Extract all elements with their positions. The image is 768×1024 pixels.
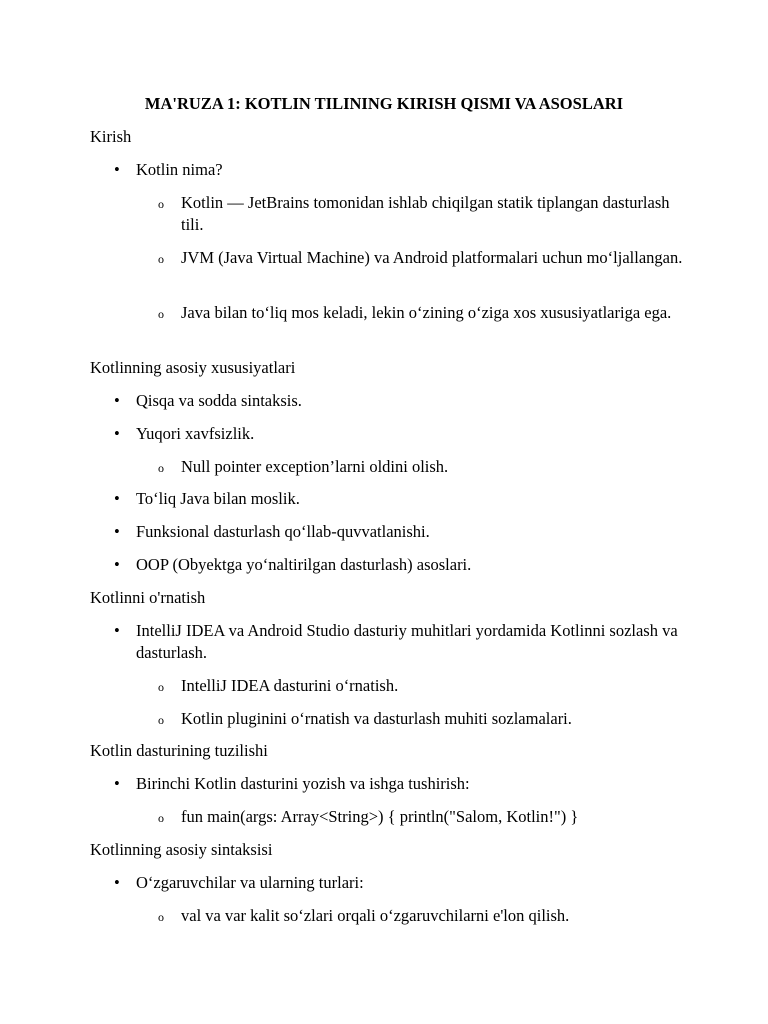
bullet-marker: •: [114, 555, 120, 574]
bullet-marker: •: [114, 774, 120, 793]
section-heading-sintaksisi: Kotlinning asosiy sintaksisi: [90, 840, 273, 859]
sub-bullet-marker: o: [158, 713, 164, 727]
sub-list-item: [158, 806, 691, 828]
sub-list-item-text: Null pointer exception’larni oldini olish.: [181, 457, 449, 476]
sub-list-item: [158, 302, 691, 324]
list-item-text: To‘liq Java bilan moslik.: [136, 489, 300, 508]
sub-list-item: [158, 456, 691, 478]
bullet-marker: •: [114, 160, 120, 179]
sub-list-item-text: Kotlin — JetBrains tomonidan ishlab chiqilgan statik tiplangan dasturlash tili.: [181, 193, 670, 234]
sub-bullet-marker: o: [158, 910, 164, 924]
sub-list-item-text: Java bilan to‘liq mos keladi, lekin o‘zining o‘ziga xos xususiyatlariga ega.: [181, 303, 672, 322]
list-item-text: Funksional dasturlash qo‘llab-quvvatlanishi.: [136, 522, 430, 541]
section-heading-xususiyatlar: Kotlinning asosiy xususiyatlari: [90, 358, 296, 377]
list-item: [114, 554, 696, 576]
bullet-marker: •: [114, 391, 120, 410]
sub-list-item-text: IntelliJ IDEA dasturini o‘rnatish.: [181, 676, 399, 695]
list-item-text: Yuqori xavfsizlik.: [136, 424, 255, 443]
sub-list-item-text: val va var kalit so‘zlari orqali o‘zgaruvchilarni e'lon qilish.: [181, 906, 570, 925]
section-heading-tuzilishi: Kotlin dasturining tuzilishi: [90, 741, 268, 760]
list-item: [114, 773, 696, 795]
list-item-text: Qisqa va sodda sintaksis.: [136, 391, 302, 410]
sub-list-item: [158, 192, 691, 236]
list-item-text: O‘zgaruvchilar va ularning turlari:: [136, 873, 364, 892]
sub-list-item-text: fun main(args: Array<String>) { println("Salom, Kotlin!") }: [181, 807, 579, 826]
list-item: [114, 488, 696, 510]
sub-list-item-text: JVM (Java Virtual Machine) va Android platformalari uchun mo‘ljallangan.: [181, 248, 683, 267]
bullet-marker: •: [114, 873, 120, 892]
bullet-marker: •: [114, 522, 120, 541]
sub-list-item-text: Kotlin pluginini o‘rnatish va dasturlash muhiti sozlamalari.: [181, 709, 572, 728]
list-item: [114, 390, 696, 412]
list-item-text: Kotlin nima?: [136, 160, 223, 179]
sub-bullet-marker: o: [158, 252, 164, 266]
list-item-text: Birinchi Kotlin dasturini yozish va ishga tushirish:: [136, 774, 470, 793]
list-item: [114, 620, 696, 664]
sub-bullet-marker: o: [158, 197, 164, 211]
list-item: [114, 521, 696, 543]
list-item: [114, 159, 696, 181]
sub-list-item: [158, 708, 691, 730]
bullet-marker: •: [114, 424, 120, 443]
sub-bullet-marker: o: [158, 811, 164, 825]
section-heading-ornatish: Kotlinni o'rnatish: [90, 588, 206, 607]
bullet-marker: •: [114, 621, 120, 640]
sub-list-item: [158, 247, 691, 269]
section-heading-kirish: Kirish: [90, 127, 132, 146]
list-item-text: IntelliJ IDEA va Android Studio dasturiy muhitlari yordamida Kotlinni sozlash va dasturlash.: [136, 621, 678, 662]
list-item: [114, 423, 696, 445]
sub-bullet-marker: o: [158, 680, 164, 694]
list-item: [114, 872, 696, 894]
sub-bullet-marker: o: [158, 461, 164, 475]
bullet-marker: •: [114, 489, 120, 508]
sub-list-item: [158, 675, 691, 697]
sub-list-item: [158, 905, 691, 927]
sub-bullet-marker: o: [158, 307, 164, 321]
page-title: MA'RUZA 1: KOTLIN TILINING KIRISH QISMI VA ASOSLARI: [144, 94, 624, 113]
list-item-text: OOP (Obyektga yo‘naltirilgan dasturlash) asoslari.: [136, 555, 472, 574]
